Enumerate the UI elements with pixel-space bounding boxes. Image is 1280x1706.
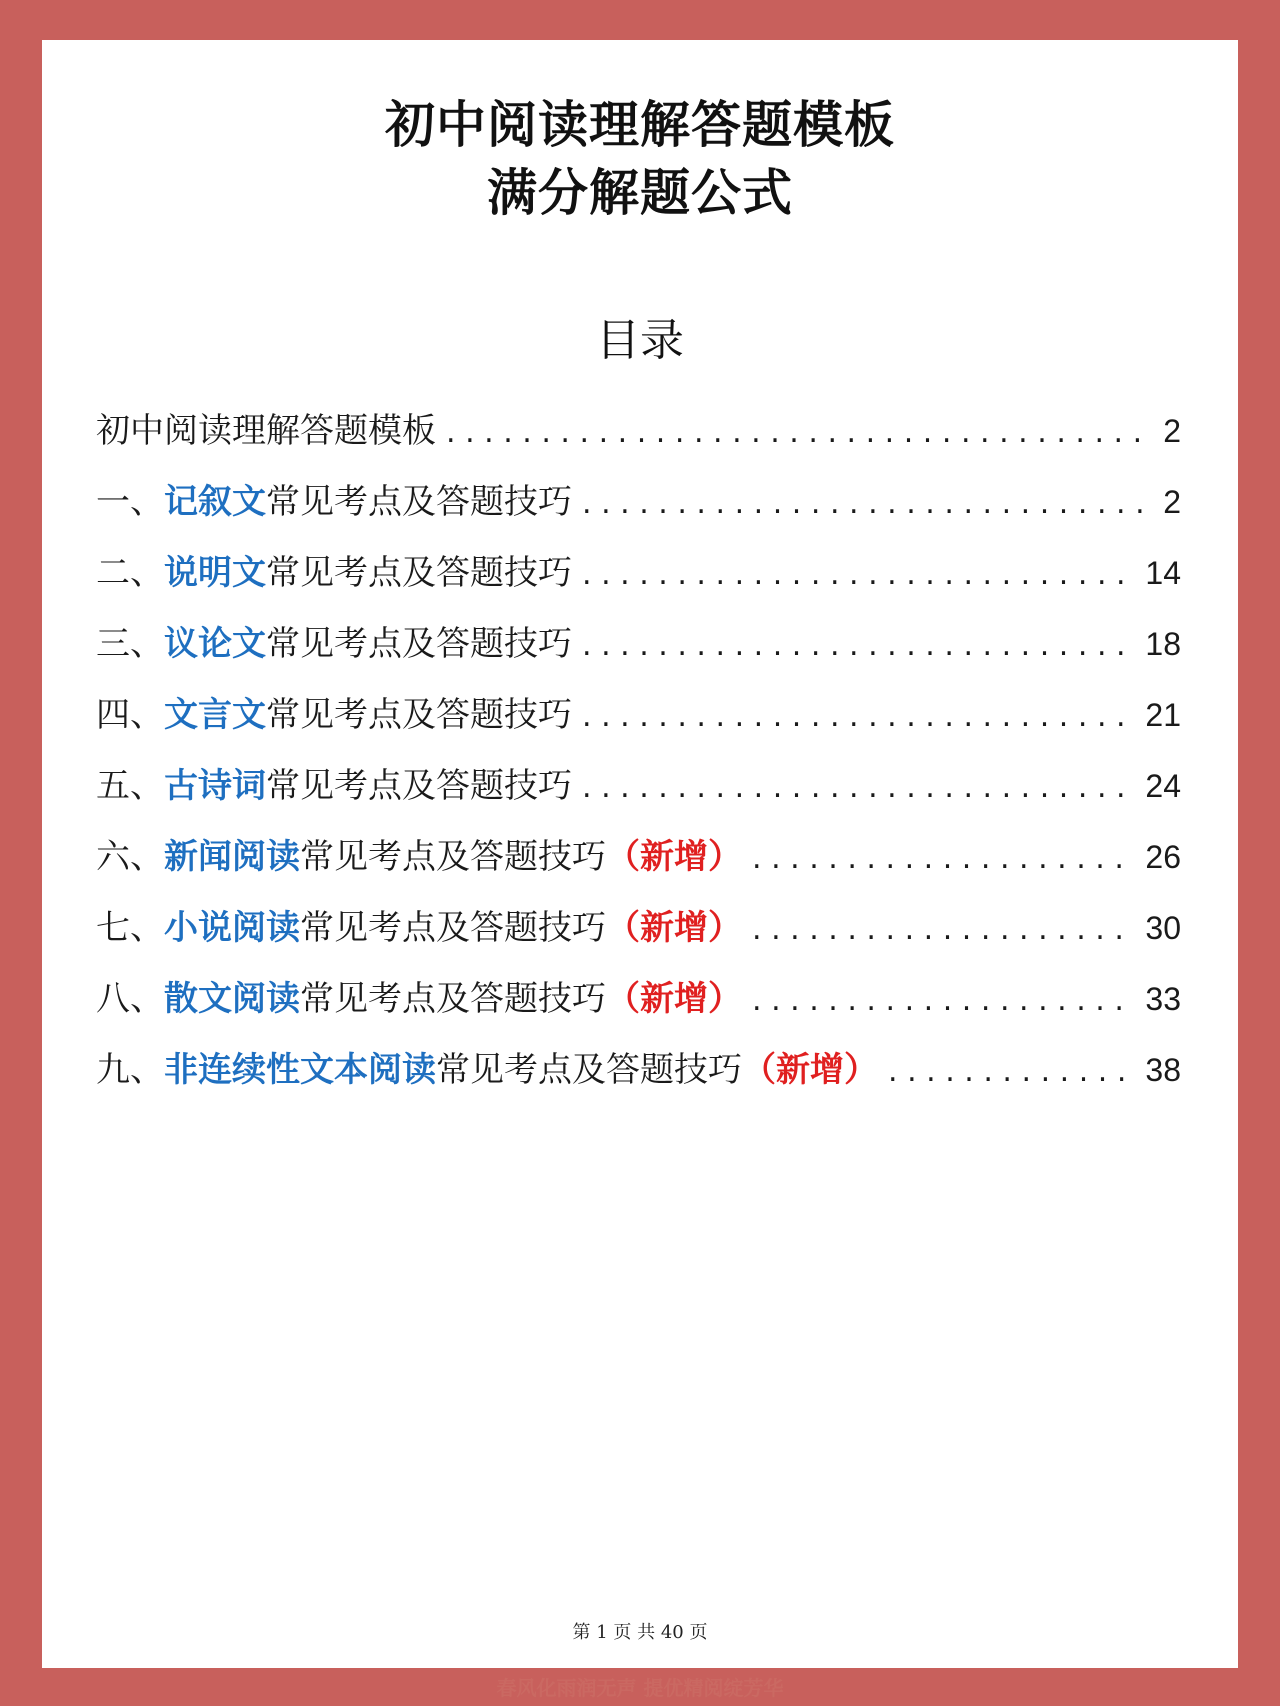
toc-entry-page: 14 [1145,555,1181,591]
dot-leader [582,692,1133,742]
toc-entry-genre: 小说阅读 [164,908,300,948]
dot-leader [582,763,1133,813]
toc-entry-text [96,619,572,669]
toc-entry-page: 30 [1145,910,1181,946]
toc-entry-page: 2 [1163,413,1181,449]
toc-entry-page: 26 [1145,839,1181,875]
dot-leader [888,1047,1133,1097]
dot-leader [582,550,1133,600]
toc-entry-title: 常见考点及答题技巧 [266,695,572,735]
toc-entry-genre: 新闻阅读 [164,837,300,877]
toc-entry-expository[interactable] [96,548,1181,619]
toc-entry-text [96,690,572,740]
toc-entry-novel-reading[interactable] [96,903,1181,974]
toc-entry-title: 初中阅读理解答题模板 [96,411,436,451]
toc-entry-page: 38 [1145,1052,1181,1088]
toc-entry-title: 常见考点及答题技巧 [266,624,572,664]
toc-entry-text [96,477,572,527]
toc-entry-news-reading[interactable] [96,832,1181,903]
toc-entry-page: 2 [1163,484,1181,520]
toc-entry-text [96,903,742,953]
toc-entry-number: 八、 [96,979,164,1019]
page-footer: 第 1 页 共 40 页 [572,1622,708,1643]
toc-entry-text [96,832,742,882]
dot-leader [752,905,1133,955]
toc-entry-classical-chinese[interactable] [96,690,1181,761]
watermark-text: 春风化雨润无声 提优精阅绽芳华 [496,1676,784,1700]
toc-entry-narrative[interactable] [96,477,1181,548]
toc-entry-badge: （新增） [606,908,742,948]
toc-entry-title: 常见考点及答题技巧 [300,837,606,877]
document-page [42,40,1238,1668]
toc-entry-genre: 古诗词 [164,766,266,806]
toc-entry-number: 七、 [96,908,164,948]
toc-entry-title: 常见考点及答题技巧 [300,979,606,1019]
toc-entry-intro[interactable] [96,406,1181,477]
toc-entry-text [96,761,572,811]
toc-entry-genre: 议论文 [164,624,266,664]
toc-entry-page: 21 [1145,697,1181,733]
toc-entry-genre: 散文阅读 [164,979,300,1019]
toc-entry-prose-reading[interactable] [96,974,1181,1045]
document-title: 初中阅读理解答题模板 [385,96,895,154]
toc-entry-text [96,974,742,1024]
document-subtitle: 满分解题公式 [487,164,793,222]
toc-entry-genre: 记叙文 [164,482,266,522]
toc-entry-genre: 非连续性文本阅读 [164,1050,436,1090]
toc-entry-title: 常见考点及答题技巧 [300,908,606,948]
toc-entry-non-continuous-text[interactable] [96,1045,1181,1116]
dot-leader [582,479,1151,529]
toc-entry-number: 五、 [96,766,164,806]
toc-entry-number: 六、 [96,837,164,877]
dot-leader [446,408,1151,458]
toc-heading: 目录 [596,315,684,366]
toc-entry-page: 18 [1145,626,1181,662]
toc-entry-text [96,406,436,456]
toc-entry-badge: （新增） [742,1050,878,1090]
toc-entry-number: 四、 [96,695,164,735]
toc-entry-argumentative[interactable] [96,619,1181,690]
table-of-contents [96,406,1181,1116]
toc-entry-genre: 说明文 [164,553,266,593]
toc-entry-badge: （新增） [606,837,742,877]
toc-entry-genre: 文言文 [164,695,266,735]
toc-entry-title: 常见考点及答题技巧 [266,766,572,806]
toc-entry-number: 二、 [96,553,164,593]
toc-entry-title: 常见考点及答题技巧 [436,1050,742,1090]
toc-entry-title: 常见考点及答题技巧 [266,482,572,522]
toc-entry-page: 24 [1145,768,1181,804]
toc-entry-badge: （新增） [606,979,742,1019]
toc-entry-text [96,1045,878,1095]
toc-entry-ancient-poetry[interactable] [96,761,1181,832]
toc-entry-page: 33 [1145,981,1181,1017]
toc-entry-number: 一、 [96,482,164,522]
dot-leader [752,976,1133,1026]
toc-entry-text [96,548,572,598]
dot-leader [582,621,1133,671]
dot-leader [752,834,1133,884]
toc-entry-title: 常见考点及答题技巧 [266,553,572,593]
toc-entry-number: 三、 [96,624,164,664]
toc-entry-number: 九、 [96,1050,164,1090]
